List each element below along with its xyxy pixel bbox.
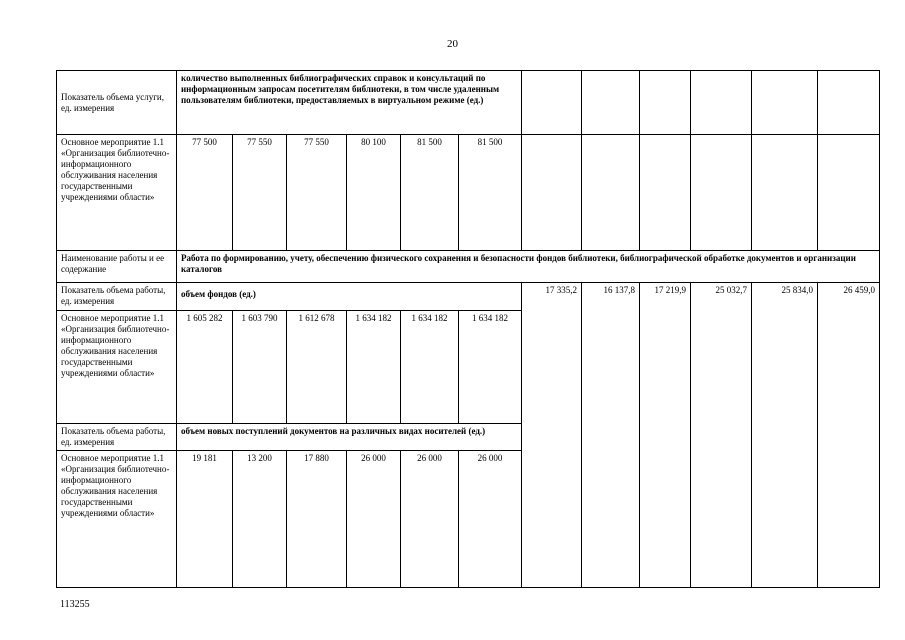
indicator-header: объем новых поступлений документов на различных видах носителей (ед.) (177, 424, 522, 451)
empty-cell (582, 71, 640, 135)
volume-value: 26 459,0 (818, 283, 880, 588)
value-cell: 26 000 (401, 451, 459, 588)
table-row (57, 135, 880, 251)
empty-cell (522, 135, 582, 251)
value-cell: 1 634 182 (401, 311, 459, 424)
value-cell: 77 550 (287, 135, 347, 251)
value-cell: 1 603 790 (233, 311, 287, 424)
volume-value: 17 335,2 (522, 283, 582, 588)
value-cell: 26 000 (459, 451, 522, 588)
table-row (57, 71, 880, 135)
page-number: 20 (447, 38, 458, 50)
value-cell: 1 634 182 (347, 311, 401, 424)
document-code: 113255 (60, 599, 90, 610)
volume-value: 25 032,7 (691, 283, 752, 588)
value-cell: 80 100 (347, 135, 401, 251)
row-label: Наименование работы и ее содержание (57, 251, 177, 283)
empty-cell (818, 135, 880, 251)
empty-cell (818, 71, 880, 135)
row-label: Основное мероприятие 1.1 «Организация библиотечно-информационного обслуживания населения государственными учреждениями области» (57, 451, 177, 588)
value-cell: 26 000 (347, 451, 401, 588)
volume-value: 17 219,9 (640, 283, 691, 588)
value-cell: 17 880 (287, 451, 347, 588)
empty-cell (691, 71, 752, 135)
value-cell: 13 200 (233, 451, 287, 588)
row-label: Основное мероприятие 1.1 «Организация библиотечно-информационного обслуживания населения государственными учреждениями области» (57, 311, 177, 424)
row-label: Основное мероприятие 1.1 «Организация библиотечно-информационного обслуживания населения государственными учреждениями области» (57, 135, 177, 251)
value-cell: 19 181 (177, 451, 233, 588)
table-row (57, 283, 880, 311)
row-label: Показатель объема работы, ед. измерения (57, 424, 177, 451)
empty-cell (752, 71, 818, 135)
indicator-header: объем фондов (ед.) (177, 283, 522, 311)
volume-value: 25 834,0 (752, 283, 818, 588)
empty-cell (582, 135, 640, 251)
empty-cell (522, 71, 582, 135)
value-cell: 77 550 (233, 135, 287, 251)
empty-cell (640, 71, 691, 135)
empty-cell (640, 135, 691, 251)
indicator-table (56, 70, 880, 588)
value-cell: 81 500 (459, 135, 522, 251)
value-cell: 1 634 182 (459, 311, 522, 424)
row-label: Показатель объема работы, ед. измерения (57, 283, 177, 311)
table-row (57, 251, 880, 283)
value-cell: 1 612 678 (287, 311, 347, 424)
row-label: Показатель объема услуги, ед. измерения (57, 71, 177, 135)
value-cell: 81 500 (401, 135, 459, 251)
empty-cell (691, 135, 752, 251)
empty-cell (752, 135, 818, 251)
work-header: Работа по формированию, учету, обеспечению физического сохранения и безопасности фондов библиотеки, библиографической обработке документов и организации каталогов (177, 251, 880, 283)
value-cell: 77 500 (177, 135, 233, 251)
value-cell: 1 605 282 (177, 311, 233, 424)
volume-value: 16 137,8 (582, 283, 640, 588)
indicator-header: количество выполненных библиографических справок и консультаций по информационным запросам посетителям библиотеки, в том числе удаленным пользователям библиотеки, предоставляемых в виртуальном режиме (ед.) (177, 71, 522, 135)
